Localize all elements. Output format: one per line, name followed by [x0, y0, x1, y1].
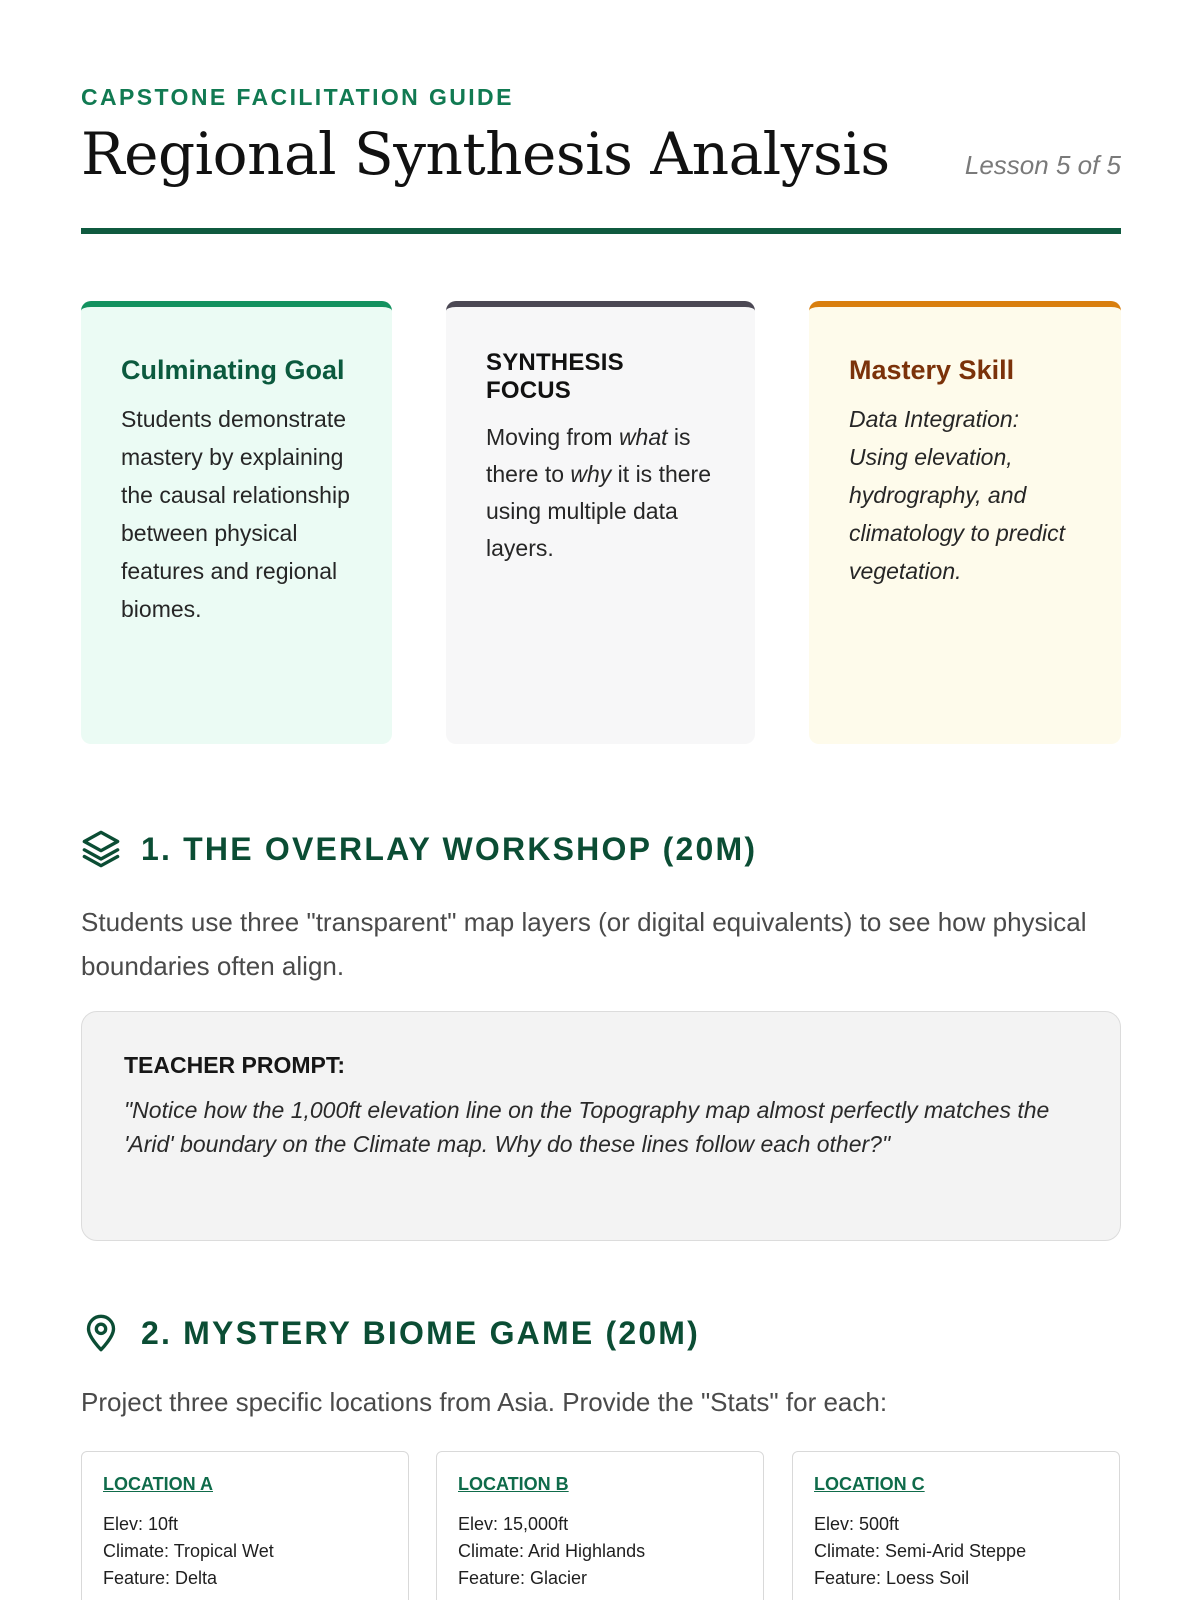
- card-heading: SYNTHESIS FOCUS: [486, 349, 624, 404]
- synthesis-focus-card: [446, 301, 755, 744]
- section-description: Students use three "transparent" map layers (or digital equivalents) to see how physical boundaries often align.: [81, 907, 1087, 981]
- card-body: Students demonstrate mastery by explaining the causal relationship between physical features and regional biomes.: [121, 406, 350, 622]
- location-feature: Feature: Glacier: [458, 1568, 588, 1588]
- location-card-c: [792, 1451, 1120, 1600]
- location-card-a: [81, 1451, 409, 1600]
- card-body: [486, 419, 715, 567]
- location-elevation: Elev: 10ft: [103, 1514, 179, 1534]
- location-b-link[interactable]: LOCATION B: [458, 1474, 569, 1494]
- section-title: 1. THE OVERLAY WORKSHOP (20M): [141, 830, 758, 867]
- location-c-link[interactable]: LOCATION C: [814, 1474, 925, 1494]
- card-body: Data Integration: Using elevation, hydrography, and climatology to predict vegetation.: [849, 406, 1066, 584]
- header-divider: [81, 228, 1121, 234]
- location-feature: Feature: Loess Soil: [814, 1568, 970, 1588]
- lesson-counter: Lesson 5 of 5: [964, 150, 1121, 180]
- location-climate: Climate: Arid Highlands: [458, 1541, 646, 1561]
- location-elevation: Elev: 500ft: [814, 1514, 900, 1534]
- emphasis-text: what: [618, 424, 668, 450]
- prompt-label: TEACHER PROMPT:: [124, 1052, 346, 1078]
- mastery-skill-card: [809, 301, 1121, 744]
- location-feature: Feature: Delta: [103, 1568, 218, 1588]
- location-a-link[interactable]: LOCATION A: [103, 1474, 213, 1494]
- overlay-section-heading: [81, 829, 757, 869]
- guide-kicker: CAPSTONE FACILITATION GUIDE: [81, 84, 514, 110]
- card-heading: Culminating Goal: [121, 355, 345, 385]
- layers-icon: [81, 829, 121, 869]
- location-climate: Climate: Tropical Wet: [103, 1541, 274, 1561]
- section-description: Project three specific locations from Asia. Provide the "Stats" for each:: [81, 1387, 888, 1417]
- teacher-prompt-box: [81, 1011, 1121, 1241]
- location-elevation: Elev: 15,000ft: [458, 1514, 569, 1534]
- culminating-goal-card: [81, 301, 392, 744]
- location-card-b: [436, 1451, 764, 1600]
- body-text: is there to: [486, 424, 691, 487]
- page-title: Regional Synthesis Analysis: [81, 120, 890, 188]
- map-pin-icon: [81, 1313, 121, 1353]
- location-climate: Climate: Semi-Arid Steppe: [814, 1541, 1027, 1561]
- section-title: 2. MYSTERY BIOME GAME (20M): [141, 1314, 701, 1351]
- mystery-section-heading: [81, 1313, 700, 1353]
- card-heading: Mastery Skill: [849, 355, 1015, 385]
- body-text: Moving from: [486, 424, 619, 450]
- body-text: it is there using multiple data layers.: [486, 461, 712, 561]
- emphasis-text: why: [570, 461, 612, 487]
- prompt-text: "Notice how the 1,000ft elevation line on the Topography map almost perfectly matches the 'Arid' boundary on the Climate map. Why do these lines follow each other?": [124, 1097, 1050, 1157]
